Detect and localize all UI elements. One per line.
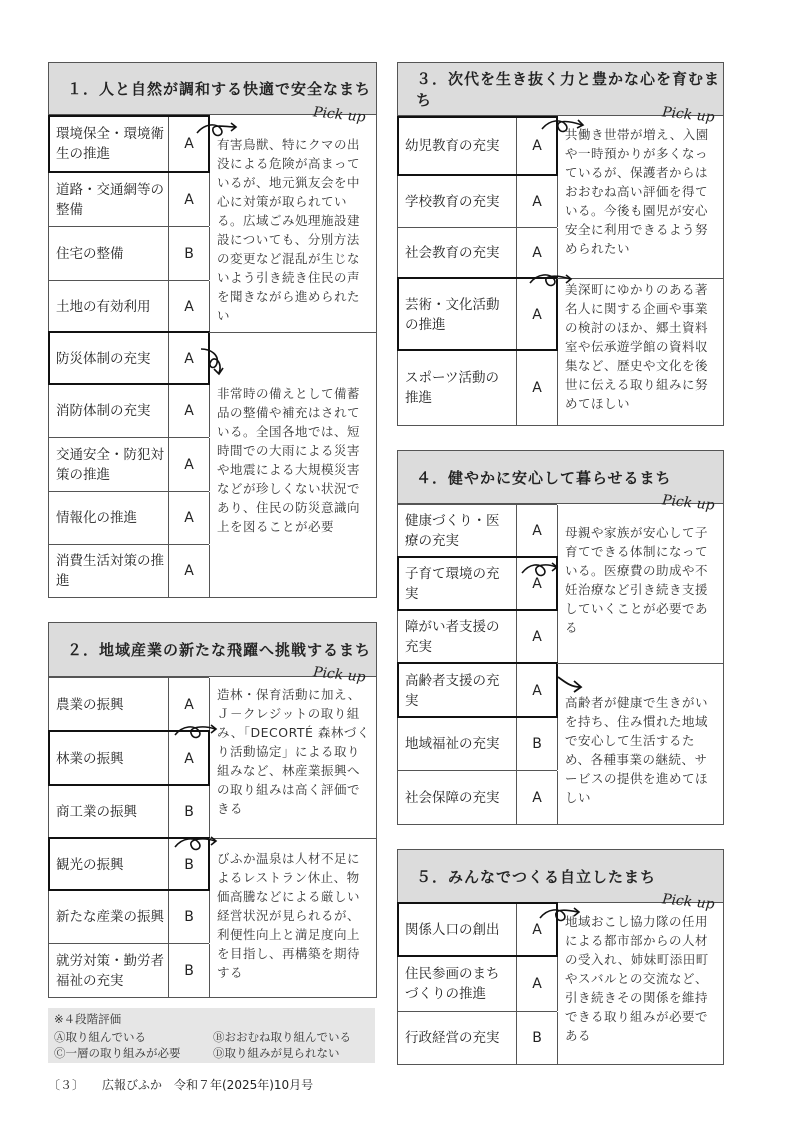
item-name: 芸術・文化活動の推進 xyxy=(398,279,517,350)
item-name: 社会教育の充実 xyxy=(398,228,517,278)
item-grade: A xyxy=(517,558,558,610)
table-row xyxy=(398,1011,557,1064)
curl-arrow-icon xyxy=(528,271,576,295)
item-grade: A xyxy=(169,732,210,785)
pickup-label: Pick up xyxy=(661,891,716,913)
item-grade: A xyxy=(517,176,558,227)
curl-arrow-icon xyxy=(518,559,560,589)
table-row xyxy=(49,785,209,838)
comment-text: 非常時の備えとして備蓄品の整備や補充はされている。全国各地では、短時間での大雨による災害や地震による大規模災害などが珍しくない状況であり、住民の防災意識向上を図ることが必要 xyxy=(217,386,361,534)
table-row xyxy=(49,332,209,384)
section-4-title: ４．健やかに安心して暮らせるまち xyxy=(398,451,723,504)
item-name: 就労対策・勤労者福祉の充実 xyxy=(49,944,169,997)
comment-text: 地域おこし協力隊の任用による都市部からの人材の受入れ、姉妹町添田町やスバルとの交流など、引き続きその関係を維持できる取り組みが必要である xyxy=(565,914,709,1043)
curl-arrow-icon xyxy=(195,119,241,145)
section-3-title: ３．次代を生き抜く力と豊かな心を育むまち xyxy=(398,63,723,116)
table-row xyxy=(398,116,557,175)
item-name: 農業の振興 xyxy=(49,678,169,731)
item-grade: A xyxy=(169,492,210,544)
table-row xyxy=(49,544,209,597)
item-grade: A xyxy=(517,904,558,956)
item-name: 社会保障の充実 xyxy=(398,771,517,824)
section-1-title: １．人と自然が調和する快適で安全なまち xyxy=(49,63,376,115)
comment-text: 共働き世帯が増え、入園や一時預かりが多くなっているが、保護者からはおおむね高い評価を得ている。今後も園児が安心安全に利用できるよう努められたい xyxy=(565,127,709,256)
table-row xyxy=(49,280,209,332)
table-row xyxy=(398,956,557,1011)
item-grade: A xyxy=(169,438,210,491)
comment-text: 造林・保育活動に加え、Ｊ－クレジットの取り組み、「DECORTÉ 森林づくり活動協定」による取り組みなど、林産業振興への取り組みは高く評価できる xyxy=(217,687,370,816)
item-grade: A xyxy=(517,957,558,1011)
curl-arrow-icon xyxy=(171,835,219,863)
section-3 xyxy=(397,62,724,426)
item-grade: B xyxy=(169,786,210,838)
item-name: 関係人口の創出 xyxy=(398,904,517,956)
table-row xyxy=(398,903,557,956)
curl-arrow-icon xyxy=(540,115,588,141)
table-row xyxy=(398,770,557,824)
section-5 xyxy=(397,849,724,1065)
item-name: 道路・交通網等の整備 xyxy=(49,173,169,226)
item-grade: A xyxy=(169,545,210,597)
table-row xyxy=(398,504,557,557)
item-name: 住民参画のまちづくりの推進 xyxy=(398,957,517,1011)
curl-arrow-icon xyxy=(171,723,219,751)
comment-divider xyxy=(557,663,723,664)
item-grade: A xyxy=(517,611,558,663)
comment-text: 美深町にゆかりのある著名人に関する企画や事業の検討のほか、郷土資料室や伝承遊学館の資料収集など、歴史や文化を後世に伝える取り組みに努めてほしい xyxy=(565,282,709,411)
item-grade: A xyxy=(169,281,210,332)
item-name: 情報化の推進 xyxy=(49,492,169,544)
comment-divider xyxy=(209,332,376,333)
item-grade: B xyxy=(169,944,210,997)
item-name: 高齢者支援の充実 xyxy=(398,664,517,717)
legend-a: Ⓐ取り組んでいる xyxy=(54,1030,146,1044)
item-grade: A xyxy=(517,351,558,425)
item-grade: A xyxy=(169,678,210,731)
grading-legend xyxy=(48,1008,375,1063)
item-grade: A xyxy=(169,173,210,226)
pickup-label: Pick up xyxy=(661,104,716,126)
item-name: 行政経営の充実 xyxy=(398,1012,517,1064)
item-name: 防災体制の充実 xyxy=(49,333,169,384)
legend-d: Ⓓ取り組みが見られない xyxy=(213,1046,340,1060)
item-grade: A xyxy=(517,771,558,824)
item-name: 交通安全・防犯対策の推進 xyxy=(49,438,169,491)
section-4 xyxy=(397,450,724,825)
item-name: 土地の有効利用 xyxy=(49,281,169,332)
item-grade: B xyxy=(169,227,210,280)
item-grade: B xyxy=(169,891,210,943)
item-name: 林業の振興 xyxy=(49,732,169,785)
section-2 xyxy=(48,622,377,998)
item-name: 消費生活対策の推進 xyxy=(49,545,169,597)
item-name: 健康づくり・医療の充実 xyxy=(398,505,517,557)
legend-title: ※４段階評価 xyxy=(54,1012,122,1026)
item-name: 環境保全・環境衛生の推進 xyxy=(49,116,169,172)
curl-arrow-icon xyxy=(556,673,586,695)
table-row xyxy=(398,663,557,717)
item-grade: A xyxy=(169,116,210,172)
item-grade: A xyxy=(517,117,558,175)
table-row xyxy=(398,175,557,227)
comment-text: 有害鳥獣、特にクマの出没による危険が高まっているが、地元猟友会を中心に対策が取られている。広域ごみ処理施設建設についても、分別方法の変更など混乱が生じないよう引き続き住民の声を聞きながら進められたい xyxy=(217,137,361,323)
item-grade: A xyxy=(169,385,210,437)
pickup-label: Pick up xyxy=(312,104,367,126)
item-grade: A xyxy=(517,279,558,350)
section-5-title: ５．みんなでつくる自立したまち xyxy=(398,850,723,903)
item-name: 幼児教育の充実 xyxy=(398,117,517,175)
table-row xyxy=(49,172,209,226)
curl-arrow-icon xyxy=(538,904,584,930)
pickup-label: Pick up xyxy=(661,492,716,514)
table-row xyxy=(49,115,209,172)
item-name: 観光の振興 xyxy=(49,839,169,890)
curl-arrow-icon xyxy=(199,343,229,377)
comment-text: 高齢者が健康で生きがいを持ち、住み慣れた地域で安心して生活するため、各種事業の継続、サービスの提供を進めてほしい xyxy=(565,695,709,805)
item-name: 地域福祉の充実 xyxy=(398,718,517,770)
comment-text: びふか温泉は人材不足によるレストラン休止、物価高騰などによる厳しい経営状況が見られるが、利便性向上と満足度向上を目指し、再構築を期待する xyxy=(217,851,361,980)
section-2-title: ２．地域産業の新たな飛躍へ挑戦するまち xyxy=(49,623,376,677)
item-grade: A xyxy=(169,333,210,384)
item-name: スポーツ活動の推進 xyxy=(398,351,517,425)
comment-divider xyxy=(557,278,723,279)
item-name: 商工業の振興 xyxy=(49,786,169,838)
item-grade: B xyxy=(169,839,210,890)
page-footer: 〔３〕 広報びふか 令和７年(2025年)10月号 xyxy=(48,1078,314,1092)
table-row xyxy=(49,384,209,437)
pickup-label: Pick up xyxy=(312,664,367,686)
legend-b: Ⓑおおむね取り組んでいる xyxy=(213,1030,351,1044)
item-name: 新たな産業の振興 xyxy=(49,891,169,943)
legend-c: Ⓒ一層の取り組みが必要 xyxy=(54,1046,181,1060)
table-row xyxy=(398,610,557,663)
table-row xyxy=(398,717,557,770)
table-row xyxy=(49,437,209,491)
item-grade: A xyxy=(517,228,558,278)
item-name: 障がい者支援の充実 xyxy=(398,611,517,663)
table-row xyxy=(49,226,209,280)
item-name: 子育て環境の充実 xyxy=(398,558,517,610)
comment-divider xyxy=(209,838,376,839)
table-row xyxy=(49,491,209,544)
table-row xyxy=(398,350,557,425)
item-grade: A xyxy=(517,664,558,717)
section-1 xyxy=(48,62,377,598)
item-name: 住宅の整備 xyxy=(49,227,169,280)
item-grade: B xyxy=(517,718,558,770)
item-grade: B xyxy=(517,1012,558,1064)
comment-text: 母親や家族が安心して子育てできる体制になっている。医療費の助成や不妊治療など引き続き支援していくことが必要である xyxy=(565,525,709,635)
item-name: 消防体制の充実 xyxy=(49,385,169,437)
item-grade: A xyxy=(517,505,558,557)
item-name: 学校教育の充実 xyxy=(398,176,517,227)
table-row xyxy=(49,943,209,997)
table-row xyxy=(49,890,209,943)
